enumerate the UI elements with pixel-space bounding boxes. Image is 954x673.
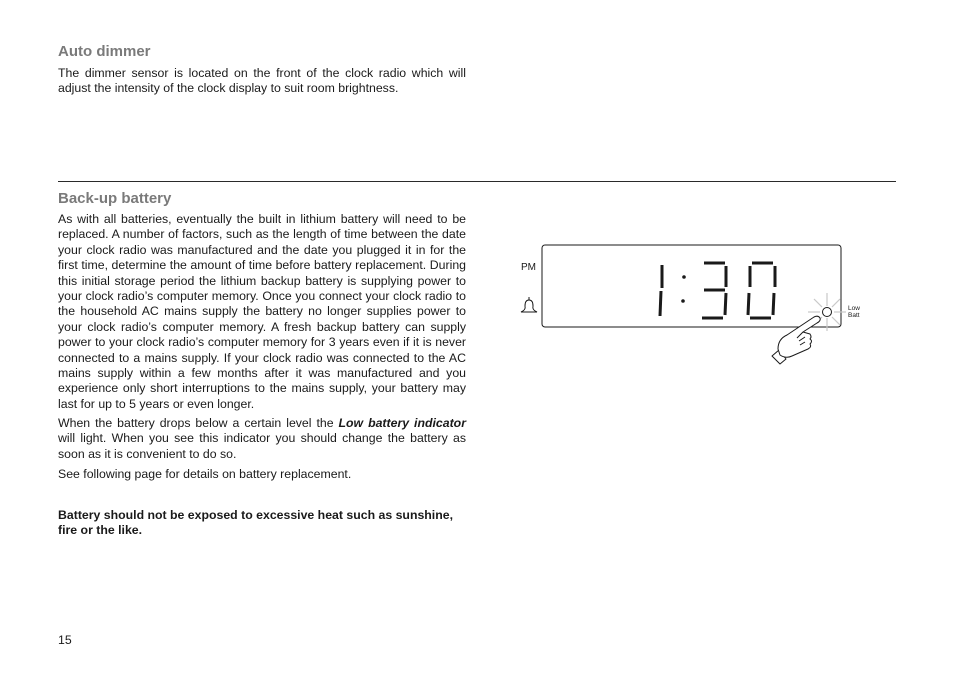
auto-dimmer-text: The dimmer sensor is located on the front of the clock radio which will adjust the intensity of the clock display to suit room brightness. bbox=[58, 66, 466, 96]
para2-text-end: will light. When you see this indicator you should change the battery as soon as it is convenient to do so. bbox=[58, 431, 466, 461]
clock-display-illustration bbox=[510, 238, 870, 373]
backup-battery-paragraph-3: See following page for details on battery replacement. bbox=[58, 467, 352, 481]
low-batt-label-line1: Low bbox=[848, 305, 860, 312]
clock-display-svg bbox=[510, 238, 870, 368]
section-divider bbox=[58, 181, 896, 182]
low-batt-label-line2: Batt bbox=[848, 312, 860, 319]
backup-battery-paragraph-2 bbox=[58, 416, 466, 462]
backup-battery-paragraph-1: As with all batteries, eventually the built in lithium battery will need to be replaced. A number of factors, such as the length of time between the date your clock radio was manufactured and the date you plugged it in for the first time, determine the amount of time before battery replacement. During this initial storage period the lithium backup battery is supplying power to your clock radio’s computer memory. Once you connect your clock radio to the household AC mains supply the battery no longer supplies power to your clock radio’s computer memory. A fresh backup battery can supply power to your clock radio’s computer memory for 3 years even if it is never connected to a mains supply. If your clock radio was connected to the AC mains supply within a few months after it was manufactured and you experience only short interruptions to the mains supply, your battery may last for up to 5 years or even longer. bbox=[58, 212, 466, 411]
battery-heat-warning: Battery should not be exposed to excessive heat such as sunshine, fire or the like. bbox=[58, 508, 453, 538]
para2-text-start: When the battery drops below a certain level the bbox=[58, 416, 339, 430]
page-number: 15 bbox=[58, 633, 72, 647]
section-title-backup-battery: Back-up battery bbox=[58, 190, 172, 207]
pointing-hand-icon bbox=[772, 316, 820, 364]
clock-time-readout bbox=[660, 263, 775, 318]
low-battery-indicator-term: Low battery indicator bbox=[338, 416, 466, 430]
lcd-display-frame bbox=[542, 245, 841, 327]
pm-label: PM bbox=[521, 262, 536, 273]
bell-icon bbox=[521, 297, 537, 312]
section-title-auto-dimmer: Auto dimmer bbox=[58, 43, 151, 60]
